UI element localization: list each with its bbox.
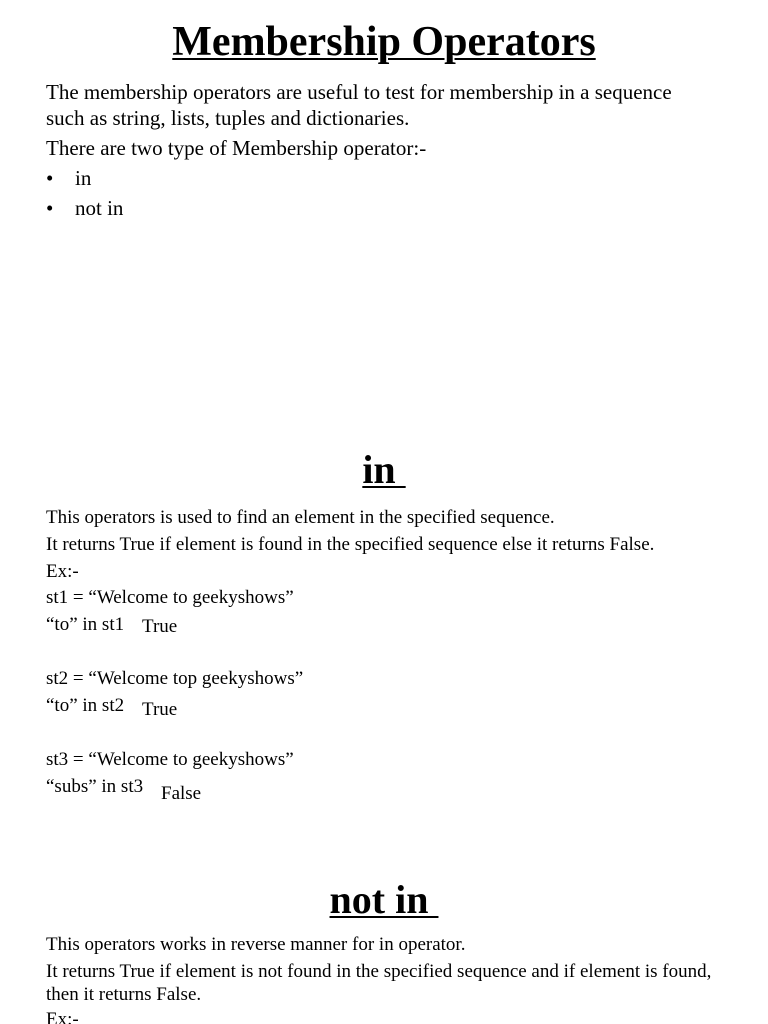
- bullet-icon: •: [46, 196, 54, 220]
- in-description-2: It returns True if element is found in the specified sequence else it returns False.: [46, 534, 655, 555]
- section-heading-not-in: not in: [329, 877, 439, 922]
- not-in-description-2: It returns True if element is not found in the specified sequence and if element is found,: [46, 961, 712, 982]
- example-1-expr: “to” in st1: [46, 614, 125, 635]
- example-3-assign: st3 = “Welcome to geekyshows”: [46, 749, 294, 770]
- example-3-result: False: [161, 783, 202, 804]
- bullet-item-not-in: not in: [75, 196, 124, 220]
- section-heading-in: in: [362, 447, 406, 492]
- bullet-item-in: in: [75, 166, 92, 190]
- bullet-icon: •: [46, 166, 54, 190]
- example-1-assign: st1 = “Welcome to geekyshows”: [46, 587, 294, 608]
- example-2-result: True: [142, 699, 178, 720]
- types-line: There are two type of Membership operator:-: [46, 136, 427, 160]
- intro-line-2: such as string, lists, tuples and dictionaries.: [46, 106, 410, 130]
- in-description-1: This operators is used to find an element in the specified sequence.: [46, 507, 555, 528]
- example-3-expr: “subs” in st3: [46, 776, 144, 797]
- example-2-assign: st2 = “Welcome top geekyshows”: [46, 668, 304, 689]
- intro-line-1: The membership operators are useful to test for membership in a sequence: [46, 80, 672, 104]
- page-title: Membership Operators: [172, 19, 596, 65]
- example-1-result: True: [142, 616, 178, 637]
- in-example-label: Ex:-: [46, 561, 79, 582]
- not-in-description-1: This operators works in reverse manner for in operator.: [46, 934, 466, 955]
- not-in-example-label: Ex:-: [46, 1009, 79, 1024]
- not-in-description-3: then it returns False.: [46, 984, 202, 1005]
- example-2-expr: “to” in st2: [46, 695, 125, 716]
